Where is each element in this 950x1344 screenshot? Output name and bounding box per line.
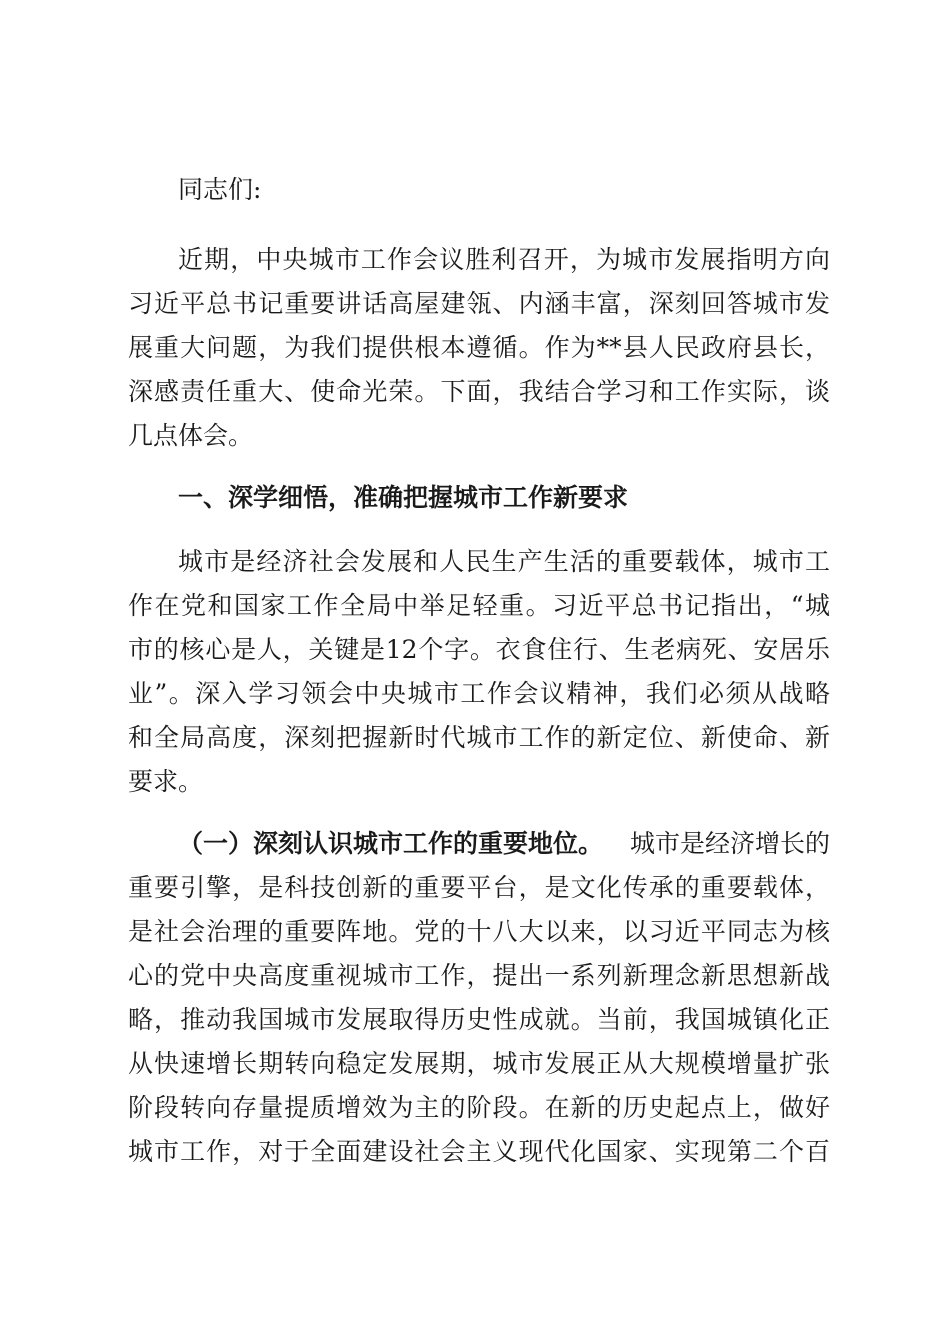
paragraph-line: 重要引擎，是科技创新的重要平台，是文化传承的重要载体， <box>128 873 830 902</box>
paragraph-line: 习近平总书记重要讲话高屋建瓴、内涵丰富，深刻回答城市发 <box>128 289 830 318</box>
subsection-heading: （一）深刻认识城市工作的重要地位。 <box>178 829 604 858</box>
paragraph-line: 要求。 <box>128 767 204 796</box>
paragraph-line: 从快速增长期转向稳定发展期，城市发展正从大规模增量扩张 <box>128 1049 830 1078</box>
paragraph-line: 深感责任重大、使命光荣。下面，我结合学习和工作实际，谈 <box>128 377 830 406</box>
section-heading: 一、深学细悟，准确把握城市工作新要求 <box>178 483 629 512</box>
paragraph-line: 市的核心是人，关键是12个字。衣食住行、生老病死、安居乐 <box>128 635 830 664</box>
paragraph-line: 业”。深入学习领会中央城市工作会议精神，我们必须从战略 <box>128 679 830 708</box>
salutation: 同志们: <box>178 175 262 204</box>
paragraph-line: 近期，中央城市工作会议胜利召开，为城市发展指明方向 <box>178 245 830 274</box>
paragraph-line: 略，推动我国城市发展取得历史性成就。当前，我国城镇化正 <box>128 1005 830 1034</box>
paragraph-line: 是社会治理的重要阵地。党的十八大以来，以习近平同志为核 <box>128 917 830 946</box>
paragraph-line: 心的党中央高度重视城市工作，提出一系列新理念新思想新战 <box>128 961 830 990</box>
paragraph-line: 阶段转向存量提质增效为主的阶段。在新的历史起点上，做好 <box>128 1093 830 1122</box>
paragraph-line: 展重大问题，为我们提供根本遵循。作为**县人民政府县长， <box>128 333 830 362</box>
paragraph-line: 作在党和国家工作全局中举足轻重。习近平总书记指出，“城 <box>128 591 830 620</box>
subsection-first-line <box>178 822 830 866</box>
paragraph-line: 和全局高度，深刻把握新时代城市工作的新定位、新使命、新 <box>128 723 830 752</box>
paragraph-line: 城市工作，对于全面建设社会主义现代化国家、实现第二个百 <box>128 1137 830 1166</box>
subsection-first-line-text: 城市是经济增长的 <box>629 829 830 858</box>
paragraph-line: 几点体会。 <box>128 421 254 450</box>
paragraph-line: 城市是经济社会发展和人民生产生活的重要载体，城市工 <box>178 547 830 576</box>
